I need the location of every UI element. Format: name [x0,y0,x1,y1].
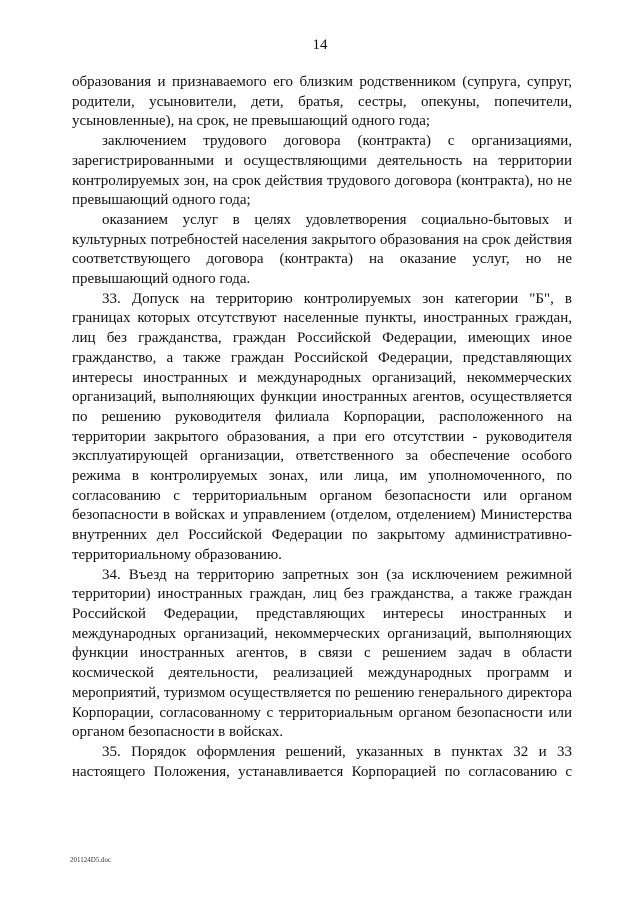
paragraph-continuation: образования и признаваемого его близким родственником (супруга, супруг, родители, усыновители, дети, братья, сестры, опекуны, попечители, усыновленные), на срок, не превышающий одного года; [72,74,572,130]
paragraph-employment-contract: заключением трудового договора (контракта) с организациями, зарегистрированными и осуществляющими деятельность на территории контролируемых зон, на срок действия трудового договора (контракта), но не превышающий одного года; [72,133,572,209]
page-number: 14 [312,37,328,53]
paragraph-clause-34: 34. Въезд на территорию запретных зон (за исключением режимной территории) иностранных граждан, лиц без гражданства, а также граждан Российской Федерации, представляющих интересы иностранных и международных организаций, некоммерческих организаций, выполняющих функции иностранных агентов, в связи с решением задач в области космической деятельности, реализацией международных программ и мероприятий, туризмом осуществляется по решению генерального директора Корпорации, согласованному с территориальным органом безопасности или органом безопасности в войсках. [72,566,572,741]
footer-filename: 201124D5.doc [70,856,112,864]
paragraph-services: оказанием услуг в целях удовлетворения социально-бытовых и культурных потребностей населения закрытого образования на срок действия соответствующего договора (контракта) на оказание услуг, но не превышающий одного года. [72,211,572,288]
paragraph-clause-33: 33. Допуск на территорию контролируемых зон категории "Б", в границах которых отсутствуют населенные пункты, иностранных граждан, лиц без гражданства, граждан Российской Федерации, имеющих иное гражданство, а также граждан Российской Федерации, представляющих интересы иностранных и международных организаций, некоммерческих организаций, выполняющих функции иностранных агентов, осуществляется по решению руководителя филиала Корпорации, расположенного на территории закрытого образования, а при его отсутствии - руководителя эксплуатирующей организации, ответственного за обеспечение особого режима в контролируемых зонах, или лица, им уполномоченного, по согласованию с территориальным органом безопасности или органом безопасности в войсках и управлением (отделом, отделением) Министерства внутренних дел Российской Федерации по закрытому административно-территориальному образованию. [72,290,572,563]
document-body [72,73,572,782]
paragraph-clause-35: 35. Порядок оформления решений, указанных в пунктах 32 и 33 настоящего Положения, устанавливается Корпорацией по согласованию с [72,743,572,780]
